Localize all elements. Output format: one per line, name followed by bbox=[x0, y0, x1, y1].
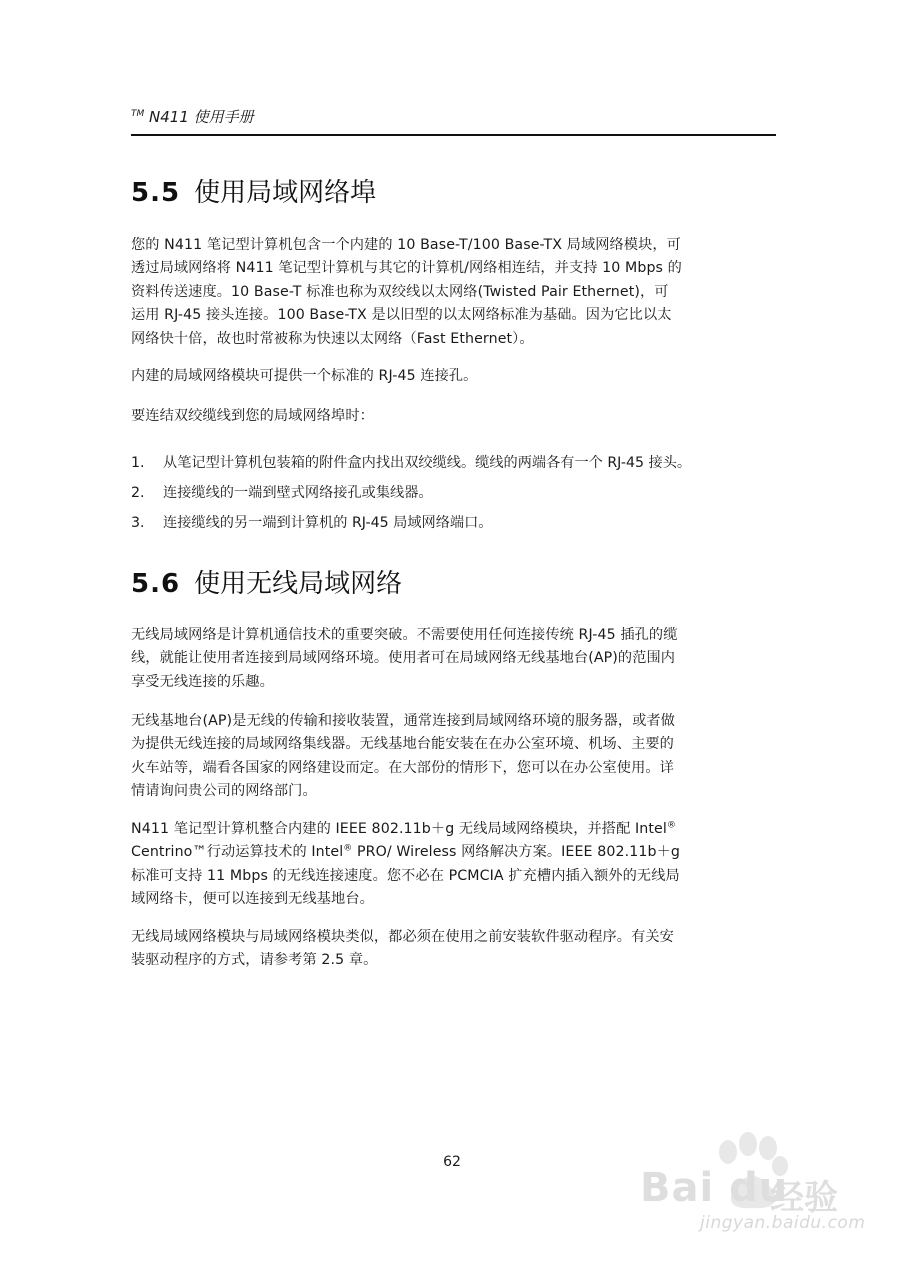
list-number: 1. bbox=[131, 455, 145, 471]
section-heading-5-6 bbox=[131, 563, 402, 600]
list-item bbox=[131, 482, 433, 502]
header-title: N411 使用手册 bbox=[149, 108, 254, 126]
section-number: 5.6 bbox=[131, 569, 181, 599]
list-text: 从笔记型计算机包装箱的附件盒内找出双绞缆线。缆线的两端各有一个 RJ-45 接头。 bbox=[163, 455, 692, 471]
page-number: 62 bbox=[443, 1154, 461, 1170]
list-item bbox=[131, 452, 691, 472]
text-line: 为提供无线连接的局域网络集线器。无线基地台能安装在在办公室环境、机场、主要的 bbox=[131, 736, 674, 753]
section-title: 使用无线局域网络 bbox=[194, 569, 403, 599]
trademark-mark: TM bbox=[131, 109, 145, 119]
text-line: Centrino™行动运算技术的 Intel® PRO/ Wireless 网络解决方案。IEEE 802.11b＋g bbox=[131, 843, 680, 861]
text-line: 运用 RJ-45 接头连接。100 Base-TX 是以旧型的以太网络标准为基础。因为它比以太 bbox=[131, 307, 672, 324]
running-header bbox=[131, 106, 254, 127]
section-number: 5.5 bbox=[131, 178, 181, 208]
section-title: 使用局域网络埠 bbox=[194, 178, 377, 208]
list-item bbox=[131, 512, 492, 532]
text-line: 情请询问贵公司的网络部门。 bbox=[131, 783, 317, 800]
paragraph-connect-intro: 要连结双绞缆线到您的局域网络埠时： bbox=[131, 408, 374, 424]
text-line: 无线局域网络模块与局域网络模块类似，都必须在使用之前安装软件驱动程序。有关安 bbox=[131, 929, 674, 945]
paragraph-wireless-module bbox=[131, 818, 777, 912]
text-line: 装驱动程序的方式，请参考第 2.5 章。 bbox=[131, 952, 378, 969]
list-text: 连接缆线的另一端到计算机的 RJ-45 局域网络端口。 bbox=[163, 515, 493, 531]
watermark-logo: Bai du bbox=[640, 1165, 789, 1211]
text-line: 线，就能让使用者连接到局域网络环境。使用者可在局域网络无线基地台(AP)的范围内 bbox=[131, 650, 676, 667]
list-text: 连接缆线的一端到壁式网络接孔或集线器。 bbox=[163, 485, 433, 501]
text-line: 享受无线连接的乐趣。 bbox=[131, 673, 274, 690]
text-line: 您的 N411 笔记型计算机包含一个内建的 10 Base-T/100 Base-TX 局域网络模块，可 bbox=[131, 237, 681, 253]
registered-mark: ® bbox=[343, 843, 353, 854]
header-divider bbox=[131, 134, 776, 136]
text-line: 网络快十倍，故也时常被称为快速以太网络（Fast Ethernet）。 bbox=[131, 330, 534, 347]
text-line: 标准可支持 11 Mbps 的无线连接速度。您不必在 PCMCIA 扩充槽内插入额外的无线局 bbox=[131, 867, 680, 884]
text-line: 无线局域网络是计算机通信技术的重要突破。不需要使用任何连接传统 RJ-45 插孔的缆 bbox=[131, 627, 678, 643]
section-heading-5-5 bbox=[131, 172, 376, 209]
watermark-brand-text: 经验 bbox=[770, 1178, 838, 1218]
paragraph-access-point bbox=[131, 710, 777, 804]
text-line: N411 笔记型计算机整合内建的 IEEE 802.11b＋g 无线局域网络模块，并搭配 Intel® bbox=[131, 820, 676, 837]
text-line: 无线基地台(AP)是无线的传输和接收装置，通常连接到局域网络环境的服务器，或者做 bbox=[131, 713, 676, 729]
paragraph-rj45-port: 内建的局域网络模块可提供一个标准的 RJ-45 连接孔。 bbox=[131, 368, 478, 384]
watermark-url: jingyan.baidu.com bbox=[700, 1213, 866, 1233]
paragraph-lan-intro bbox=[131, 234, 777, 351]
text-line: 火车站等，端看各国家的网络建设而定。在大部份的情形下，您可以在办公室使用。详 bbox=[131, 759, 674, 776]
list-number: 2. bbox=[131, 485, 145, 501]
text-line: 资料传送速度。10 Base-T 标准也称为双绞线以太网络(Twisted Pair Ethernet)，可 bbox=[131, 283, 669, 300]
text-line: 域网络卡，便可以连接到无线基地台。 bbox=[131, 891, 374, 908]
paragraph-wlan-intro bbox=[131, 624, 777, 694]
list-number: 3. bbox=[131, 515, 145, 531]
text-line: 透过局域网络将 N411 笔记型计算机与其它的计算机/网络相连结，并支持 10 Mbps 的 bbox=[131, 260, 682, 277]
paragraph-driver-install bbox=[131, 926, 777, 973]
registered-mark: ® bbox=[666, 820, 676, 831]
